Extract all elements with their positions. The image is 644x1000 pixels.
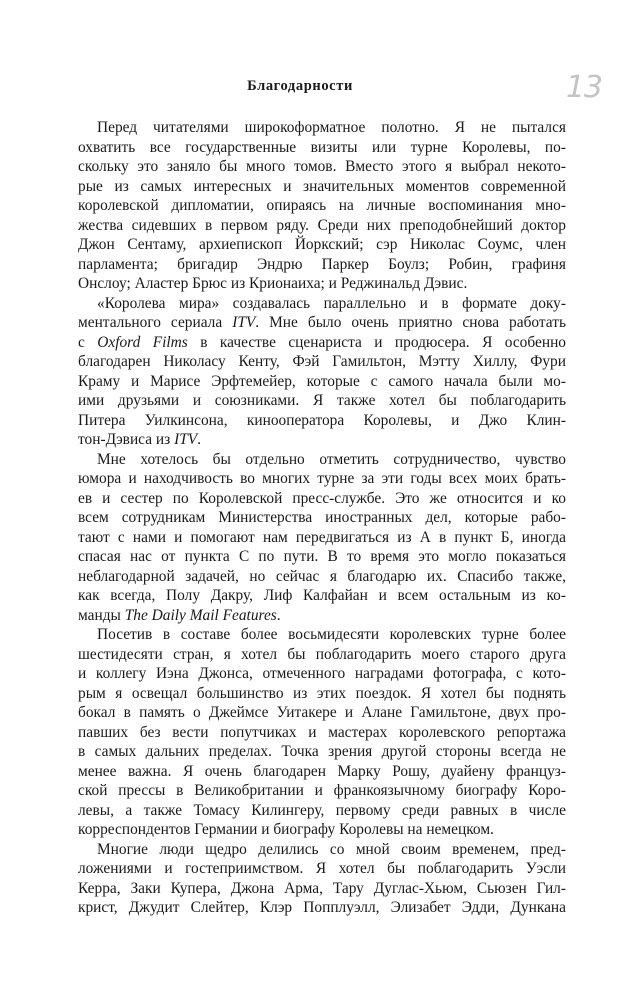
text-line: всем сотрудникам Министерства иностранных дел, которые рабо-	[78, 509, 566, 526]
text-line: менее важна. Я очень благодарен Марку Рошу, дуайену француз-	[78, 762, 566, 780]
text-line: спасая нас от пункта С по пути. В то время это могло показаться	[78, 548, 566, 565]
text-line: Посетив в составе более восьмидесяти королевских турне более	[97, 626, 566, 643]
text-line: шестидесяти стран, я хотел бы поблагодарить моего старого друга	[78, 645, 566, 663]
text-line: «Королева мира» создавалась параллельно и в формате доку-	[97, 294, 566, 312]
text-line: ев и сестер по Королевской пресс-службе. Это же относится и ко	[78, 489, 566, 507]
text-line: Питера Уилкинсона, кинооператора Королевы, и Джо Клин-	[78, 411, 566, 429]
text-line: крист, Джудит Слейтер, Клэр Попплуэлл, Элизабет Эдди, Дункана	[78, 899, 566, 916]
text-line: тают с нами и помогают нам передвигаться из А в пункт Б, иногда	[78, 528, 566, 546]
text-line: ской прессы в Великобритании и франкоязычному биографу Коро-	[78, 782, 566, 799]
body-text	[78, 118, 566, 918]
text-line: Керра, Заки Купера, Джона Арма, Тару Дуглас-Хьюм, Сьюзен Гил-	[78, 879, 566, 897]
text-line: корреспондентов Германии и биографу Королевы на немецком.	[78, 821, 494, 838]
text-line: Мне хотелось бы отдельно отметить сотрудничество, чувство	[97, 450, 566, 468]
text-line: Краму и Марисе Эрфтемейер, которые с самого начала были мо-	[78, 372, 566, 390]
page-number: 13	[565, 70, 602, 105]
text-line: Многие люди щедро делились со мной своим временем, пред-	[97, 840, 566, 858]
text-line: Онслоу; Аластер Брюс из Крионаиха; и Реджинальд Дэвис.	[78, 275, 468, 292]
text-line: скольку это заняло бы много томов. Вместо этого я выбрал некото-	[78, 158, 566, 175]
text-line: рым я освещал большинство из этих поездок. Я хотел бы поднять	[78, 684, 566, 702]
text-line: парламента; бригадир Эндрю Паркер Боулз; Робин, графиня	[78, 255, 566, 273]
text-line: ментального сериала ITV. Мне было очень приятно снова работать	[78, 314, 566, 331]
running-title: Благодарности	[247, 78, 353, 94]
text-line: Джон Сентаму, архиепископ Йоркский; сэр Николас Соумс, член	[78, 236, 566, 253]
text-line: юмора и находчивость во многих турне за эти годы всех моих брать-	[78, 470, 566, 487]
text-line: и коллегу Иэна Джонса, отмеченного наградами фотографа, с кото-	[78, 665, 566, 682]
text-line: тон-Дэвиса из ITV.	[78, 431, 202, 448]
text-line: благодарен Николасу Кенту, Фэй Гамильтон, Мэтту Хиллу, Фури	[78, 353, 566, 370]
text-line: королевской дипломатии, опираясь на личные воспоминания мно-	[78, 197, 566, 214]
text-line: в самых дальних пределах. Точка зрения другой стороны всегда не	[78, 743, 566, 760]
text-line: левы, а также Томасу Килингеру, первому среди равных в числе	[78, 801, 566, 819]
text-line: павших без вести попутчиках и мастерах королевского репортажа	[78, 723, 566, 741]
text-line: Перед читателями широкоформатное полотно. Я не пытался	[97, 119, 566, 136]
text-line: с Oxford Films в качестве сценариста и продюсера. Я особенно	[78, 333, 567, 351]
text-line: бокал в память о Джеймсе Уитакере и Алане Гамильтоне, двух про-	[78, 704, 566, 721]
text-line: рые из самых интересных и значительных моментов современной	[78, 177, 566, 195]
text-line: ложениями и гостеприимством. Я хотел бы поблагодарить Уэсли	[78, 860, 566, 877]
text-line: ими друзьями и союзниками. Я также хотел бы поблагодарить	[78, 392, 566, 409]
text-line: охватить все государственные визиты или турне Королевы, по-	[78, 138, 566, 156]
text-line: неблагодарной задачей, но сейчас я благодарю их. Спасибо также,	[78, 567, 566, 585]
text-line: жества сидевших в первом ряду. Среди них преподобнейший доктор	[78, 216, 566, 234]
text-line: как всегда, Полу Дакру, Лиф Калфайан и всем остальным из ко-	[78, 587, 566, 604]
text-line: манды The Daily Mail Features.	[78, 606, 281, 624]
